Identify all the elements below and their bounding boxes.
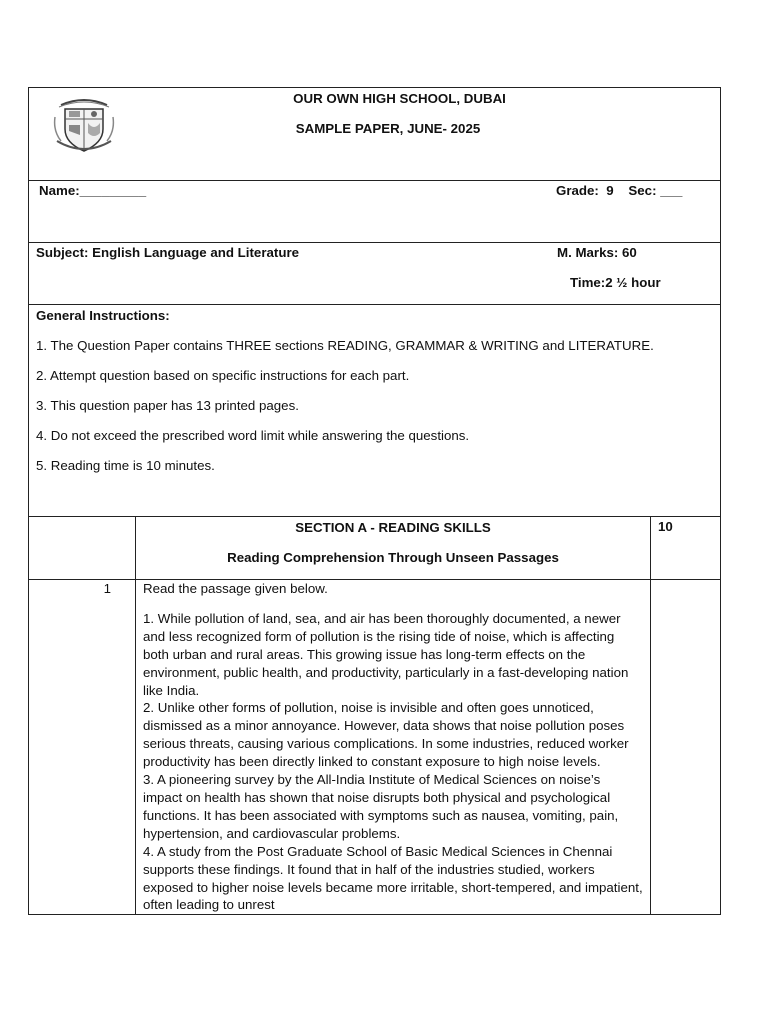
max-marks-label: M. Marks: 60 (557, 245, 637, 260)
general-instructions (29, 305, 721, 517)
school-name: OUR OWN HIGH SCHOOL, DUBAI (293, 91, 506, 106)
instruction-item: 1. The Question Paper contains THREE sections READING, GRAMMAR & WRITING and LITERATURE. (36, 338, 654, 353)
name-label: Name:_________ (39, 183, 147, 198)
exam-header-table (28, 87, 721, 915)
time-label: Time:2 ½ hour (570, 275, 661, 290)
question-row (29, 580, 721, 915)
passage-instruction: Read the passage given below. (143, 581, 328, 596)
subject-row (29, 243, 721, 305)
section-subtitle: Reading Comprehension Through Unseen Passages (227, 550, 559, 565)
passage-paragraph: 2. Unlike other forms of pollution, noise is invisible and often goes unnoticed, dismissed as a minor annoyance. However, data shows that noise pollution poses serious threats, causing various complications. In some industries, reduced worker productivity has been directly linked to constant exposure to high noise levels. (143, 700, 629, 770)
question-number: 1 (29, 580, 136, 915)
instruction-item: 5. Reading time is 10 minutes. (36, 458, 215, 473)
passage-paragraph: 1. While pollution of land, sea, and air has been thoroughly documented, a newer and less recognized form of pollution is the rising tide of noise, which is affecting both urban and rural areas. This growing issue has long-term effects on the environment, public health, and productivity, particularly in a fast-developing nation like India. (143, 610, 629, 698)
section-title: SECTION A - READING SKILLS (295, 520, 491, 535)
paper-title: SAMPLE PAPER, JUNE- 2025 (295, 121, 481, 136)
instruction-item: 3. This question paper has 13 printed pages. (36, 398, 299, 413)
section-marks: 10 (651, 517, 721, 580)
school-header (29, 88, 721, 181)
grade-section-label: Grade: 9 Sec: ___ (556, 183, 683, 198)
passage-paragraph: 3. A pioneering survey by the All-India Institute of Medical Sciences on noise’s impact on health has shown that noise disrupts both physical and psychological functions. It has been associated with symptoms such as nausea, vomiting, pain, hypertension, and cardiovascular problems. (143, 772, 619, 841)
section-number-cell (29, 517, 136, 580)
instruction-item: 4. Do not exceed the prescribed word limit while answering the questions. (36, 428, 470, 443)
instruction-item: 2. Attempt question based on specific instructions for each part. (36, 368, 410, 383)
student-info-row (29, 181, 721, 243)
section-heading-cell (136, 517, 651, 580)
question-marks-cell (651, 580, 721, 915)
section-a-row (29, 517, 721, 580)
passage-cell (136, 580, 651, 915)
passage-paragraph: 4. A study from the Post Graduate School of Basic Medical Sciences in Chennai supports these findings. It found that in half of the industries studied, workers exposed to higher noise levels became more irritable, short-tempered, and impatient, often leading to unrest (143, 843, 643, 913)
subject-label: Subject: English Language and Literature (36, 245, 300, 260)
instructions-title: General Instructions: (36, 308, 170, 323)
